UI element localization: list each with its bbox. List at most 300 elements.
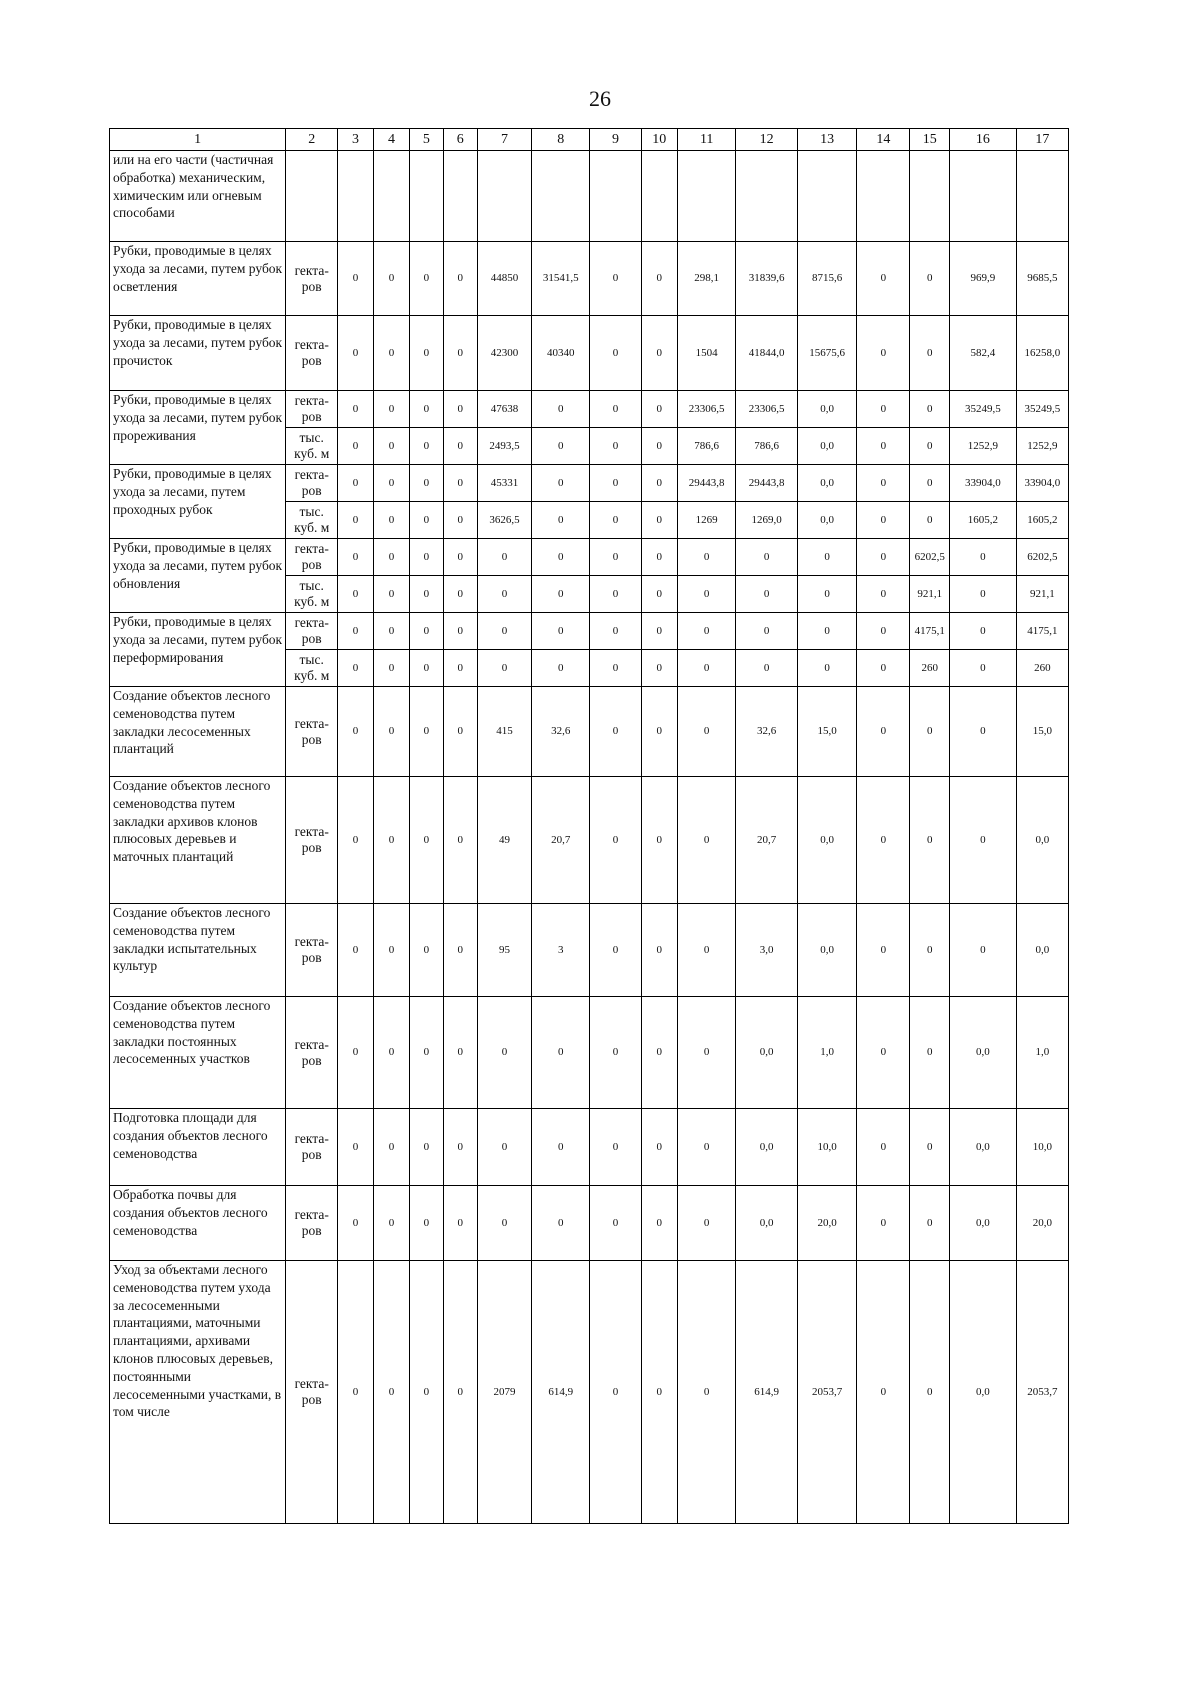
- value-cell: 0: [641, 316, 677, 391]
- value-cell: 31541,5: [532, 242, 590, 316]
- value-cell: 0: [678, 997, 736, 1109]
- empty-cell: [532, 151, 590, 242]
- value-cell: 0: [797, 539, 856, 576]
- value-cell: 2079: [477, 1261, 531, 1524]
- value-cell: 35249,5: [950, 391, 1017, 428]
- value-cell: 1,0: [1016, 997, 1068, 1109]
- value-cell: 0: [532, 650, 590, 687]
- value-cell: 0: [410, 1109, 443, 1186]
- value-cell: 1605,2: [950, 502, 1017, 539]
- value-cell: 0: [532, 465, 590, 502]
- value-cell: 0: [410, 650, 443, 687]
- unit-cell: гекта-ров: [286, 904, 338, 997]
- value-cell: 0: [373, 904, 409, 997]
- empty-cell: [590, 151, 641, 242]
- value-cell: 23306,5: [736, 391, 798, 428]
- value-cell: 29443,8: [678, 465, 736, 502]
- empty-cell: [857, 151, 910, 242]
- header-cell-5: 5: [410, 129, 443, 151]
- value-cell: 0: [950, 613, 1017, 650]
- value-cell: 4175,1: [1016, 613, 1068, 650]
- empty-cell: [338, 151, 373, 242]
- unit-cell: гекта-ров: [286, 613, 338, 650]
- value-cell: 969,9: [950, 242, 1017, 316]
- value-cell: 0: [590, 576, 641, 613]
- value-cell: 0: [477, 1109, 531, 1186]
- table-row: [110, 465, 1069, 502]
- value-cell: 23306,5: [678, 391, 736, 428]
- value-cell: 0: [857, 316, 910, 391]
- unit-cell: гекта-ров: [286, 391, 338, 428]
- value-cell: 0,0: [797, 428, 856, 465]
- value-cell: 0,0: [950, 997, 1017, 1109]
- value-cell: 0: [410, 465, 443, 502]
- value-cell: 0: [910, 997, 950, 1109]
- table-row: [110, 316, 1069, 391]
- value-cell: 1,0: [797, 997, 856, 1109]
- value-cell: 31839,6: [736, 242, 798, 316]
- value-cell: 0: [373, 687, 409, 777]
- value-cell: 0: [641, 242, 677, 316]
- header-cell-7: 7: [477, 129, 531, 151]
- value-cell: 582,4: [950, 316, 1017, 391]
- value-cell: 0: [373, 391, 409, 428]
- value-cell: 0: [797, 650, 856, 687]
- value-cell: 0: [373, 576, 409, 613]
- value-cell: 0: [736, 539, 798, 576]
- value-cell: 0: [477, 997, 531, 1109]
- value-cell: 0: [532, 1109, 590, 1186]
- value-cell: 0: [443, 391, 477, 428]
- value-cell: 0: [736, 650, 798, 687]
- header-cell-13: 13: [797, 129, 856, 151]
- value-cell: 0: [950, 576, 1017, 613]
- value-cell: 0: [443, 539, 477, 576]
- value-cell: 0: [338, 904, 373, 997]
- value-cell: 0: [373, 1186, 409, 1261]
- value-cell: 0: [443, 687, 477, 777]
- unit-cell: гекта-ров: [286, 687, 338, 777]
- value-cell: 0: [410, 576, 443, 613]
- unit-cell: тыс. куб. м: [286, 650, 338, 687]
- value-cell: 0: [857, 465, 910, 502]
- table-row: [110, 391, 1069, 428]
- value-cell: 32,6: [532, 687, 590, 777]
- value-cell: 0: [338, 316, 373, 391]
- value-cell: 0: [910, 502, 950, 539]
- value-cell: 0: [910, 391, 950, 428]
- value-cell: 0: [857, 997, 910, 1109]
- empty-cell: [910, 151, 950, 242]
- value-cell: 0,0: [1016, 904, 1068, 997]
- header-cell-8: 8: [532, 129, 590, 151]
- value-cell: 20,0: [1016, 1186, 1068, 1261]
- value-cell: 0: [641, 576, 677, 613]
- value-cell: 1252,9: [950, 428, 1017, 465]
- value-cell: 0: [410, 316, 443, 391]
- value-cell: 0: [590, 687, 641, 777]
- value-cell: 0: [532, 539, 590, 576]
- value-cell: 0: [857, 539, 910, 576]
- value-cell: 0: [410, 428, 443, 465]
- value-cell: 0: [641, 428, 677, 465]
- value-cell: 0: [678, 1109, 736, 1186]
- value-cell: 0: [373, 777, 409, 904]
- unit-cell: гекта-ров: [286, 1261, 338, 1524]
- value-cell: 0: [857, 1109, 910, 1186]
- empty-cell: [678, 151, 736, 242]
- value-cell: 20,7: [736, 777, 798, 904]
- row-name: Создание объектов лесного семеноводства путем закладки постоянных лесосеменных участков: [110, 997, 286, 1109]
- empty-cell: [736, 151, 798, 242]
- value-cell: 614,9: [736, 1261, 798, 1524]
- value-cell: 0: [641, 777, 677, 904]
- row-name: Создание объектов лесного семеноводства путем закладки лесосеменных плантаций: [110, 687, 286, 777]
- value-cell: 1269: [678, 502, 736, 539]
- header-cell-12: 12: [736, 129, 798, 151]
- row-name: Рубки, проводимые в целях ухода за лесами, путем рубок прочисток: [110, 316, 286, 391]
- value-cell: 0: [532, 997, 590, 1109]
- value-cell: 0: [857, 502, 910, 539]
- value-cell: 0: [641, 465, 677, 502]
- value-cell: 0: [338, 391, 373, 428]
- empty-cell: [797, 151, 856, 242]
- value-cell: 0: [410, 997, 443, 1109]
- row-name: Уход за объектами лесного семеноводства путем ухода за лесосеменными плантациями, маточными плантациями, архивами клонов плюсовых деревьев, постоянными лесосеменными участками, в том числе: [110, 1261, 286, 1524]
- value-cell: 1605,2: [1016, 502, 1068, 539]
- header-cell-15: 15: [910, 129, 950, 151]
- value-cell: 0: [857, 777, 910, 904]
- value-cell: 95: [477, 904, 531, 997]
- value-cell: 0: [410, 1261, 443, 1524]
- value-cell: 0: [338, 650, 373, 687]
- value-cell: 6202,5: [910, 539, 950, 576]
- header-cell-1: 1: [110, 129, 286, 151]
- value-cell: 9685,5: [1016, 242, 1068, 316]
- table-row: [110, 539, 1069, 576]
- value-cell: 0: [443, 428, 477, 465]
- value-cell: 45331: [477, 465, 531, 502]
- value-cell: 0: [641, 997, 677, 1109]
- value-cell: 0: [338, 613, 373, 650]
- header-cell-9: 9: [590, 129, 641, 151]
- table-row: [110, 777, 1069, 904]
- empty-cell: [373, 151, 409, 242]
- value-cell: 0: [678, 904, 736, 997]
- value-cell: 0: [590, 465, 641, 502]
- value-cell: 32,6: [736, 687, 798, 777]
- row-name: Создание объектов лесного семеноводства путем закладки архивов клонов плюсовых деревьев и маточных плантаций: [110, 777, 286, 904]
- value-cell: 0: [373, 1261, 409, 1524]
- value-cell: 0: [443, 1186, 477, 1261]
- value-cell: 0,0: [950, 1186, 1017, 1261]
- value-cell: 0: [641, 502, 677, 539]
- value-cell: 0: [797, 576, 856, 613]
- value-cell: 0: [736, 613, 798, 650]
- value-cell: 0: [373, 502, 409, 539]
- value-cell: 0: [590, 650, 641, 687]
- value-cell: 0: [373, 1109, 409, 1186]
- value-cell: 0: [338, 687, 373, 777]
- value-cell: 0: [590, 428, 641, 465]
- value-cell: 0: [797, 613, 856, 650]
- value-cell: 0: [590, 613, 641, 650]
- value-cell: 786,6: [736, 428, 798, 465]
- value-cell: 0: [678, 1261, 736, 1524]
- unit-cell: гекта-ров: [286, 242, 338, 316]
- value-cell: 4175,1: [910, 613, 950, 650]
- value-cell: 0: [410, 502, 443, 539]
- header-cell-17: 17: [1016, 129, 1068, 151]
- value-cell: 0: [373, 465, 409, 502]
- value-cell: 3: [532, 904, 590, 997]
- value-cell: 0: [338, 777, 373, 904]
- row-name: Рубки, проводимые в целях ухода за лесами, путем рубок переформирования: [110, 613, 286, 687]
- value-cell: 15,0: [797, 687, 856, 777]
- unit-cell: гекта-ров: [286, 539, 338, 576]
- value-cell: 15675,6: [797, 316, 856, 391]
- value-cell: 0: [338, 242, 373, 316]
- unit-cell: гекта-ров: [286, 777, 338, 904]
- value-cell: 0: [443, 613, 477, 650]
- value-cell: 0: [910, 428, 950, 465]
- row-name: Рубки, проводимые в целях ухода за лесами, путем проходных рубок: [110, 465, 286, 539]
- value-cell: 0,0: [797, 502, 856, 539]
- value-cell: 0: [950, 777, 1017, 904]
- value-cell: 0,0: [950, 1261, 1017, 1524]
- unit-cell: гекта-ров: [286, 997, 338, 1109]
- value-cell: 0,0: [797, 777, 856, 904]
- empty-cell: [1016, 151, 1068, 242]
- value-cell: 0: [443, 997, 477, 1109]
- value-cell: 0: [338, 465, 373, 502]
- value-cell: 0: [477, 576, 531, 613]
- empty-cell: [641, 151, 677, 242]
- value-cell: 0: [857, 242, 910, 316]
- value-cell: 0: [410, 613, 443, 650]
- table-row: [110, 1109, 1069, 1186]
- value-cell: 0,0: [797, 904, 856, 997]
- value-cell: 0: [641, 539, 677, 576]
- value-cell: 2493,5: [477, 428, 531, 465]
- unit-cell: тыс. куб. м: [286, 576, 338, 613]
- value-cell: 33904,0: [950, 465, 1017, 502]
- value-cell: 0: [857, 391, 910, 428]
- value-cell: 0: [443, 576, 477, 613]
- unit-cell: гекта-ров: [286, 316, 338, 391]
- value-cell: 0: [590, 502, 641, 539]
- value-cell: 47638: [477, 391, 531, 428]
- value-cell: 0: [443, 777, 477, 904]
- unit-cell: тыс. куб. м: [286, 428, 338, 465]
- value-cell: 260: [1016, 650, 1068, 687]
- header-cell-6: 6: [443, 129, 477, 151]
- value-cell: 0: [590, 904, 641, 997]
- unit-cell: тыс. куб. м: [286, 502, 338, 539]
- value-cell: 44850: [477, 242, 531, 316]
- value-cell: 0: [443, 242, 477, 316]
- value-cell: 0: [678, 650, 736, 687]
- unit-cell: гекта-ров: [286, 465, 338, 502]
- value-cell: 0: [443, 650, 477, 687]
- value-cell: 0,0: [736, 1186, 798, 1261]
- header-row: [110, 129, 1069, 151]
- value-cell: 0: [678, 539, 736, 576]
- row-name: Обработка почвы для создания объектов лесного семеноводства: [110, 1186, 286, 1261]
- value-cell: 10,0: [1016, 1109, 1068, 1186]
- value-cell: 0: [477, 539, 531, 576]
- value-cell: 0: [410, 391, 443, 428]
- value-cell: 0: [338, 1109, 373, 1186]
- value-cell: 0: [857, 904, 910, 997]
- value-cell: 0: [910, 242, 950, 316]
- value-cell: 0: [678, 576, 736, 613]
- value-cell: 16258,0: [1016, 316, 1068, 391]
- value-cell: 0: [590, 316, 641, 391]
- value-cell: 0: [590, 777, 641, 904]
- value-cell: 6202,5: [1016, 539, 1068, 576]
- value-cell: 0,0: [736, 997, 798, 1109]
- value-cell: 2053,7: [797, 1261, 856, 1524]
- value-cell: 0: [590, 242, 641, 316]
- value-cell: 0: [443, 502, 477, 539]
- value-cell: 0: [443, 316, 477, 391]
- value-cell: 0: [532, 428, 590, 465]
- value-cell: 0: [857, 1186, 910, 1261]
- value-cell: 20,0: [797, 1186, 856, 1261]
- forestry-table: [109, 128, 1069, 1524]
- value-cell: 0: [373, 997, 409, 1109]
- value-cell: 0: [590, 1186, 641, 1261]
- header-cell-3: 3: [338, 129, 373, 151]
- page-number: 26: [589, 86, 611, 111]
- value-cell: 0: [641, 1109, 677, 1186]
- value-cell: 0: [373, 539, 409, 576]
- value-cell: 260: [910, 650, 950, 687]
- value-cell: 41844,0: [736, 316, 798, 391]
- value-cell: 0: [477, 1186, 531, 1261]
- value-cell: 0: [641, 391, 677, 428]
- value-cell: 29443,8: [736, 465, 798, 502]
- value-cell: 0: [410, 539, 443, 576]
- value-cell: 1252,9: [1016, 428, 1068, 465]
- value-cell: 0: [532, 613, 590, 650]
- value-cell: 1504: [678, 316, 736, 391]
- empty-cell: [410, 151, 443, 242]
- table-row: [110, 242, 1069, 316]
- value-cell: 40340: [532, 316, 590, 391]
- value-cell: 0: [338, 428, 373, 465]
- value-cell: 0: [590, 1109, 641, 1186]
- value-cell: 0: [338, 539, 373, 576]
- value-cell: 0: [950, 687, 1017, 777]
- value-cell: 0: [678, 1186, 736, 1261]
- value-cell: 0: [910, 687, 950, 777]
- table-row: [110, 613, 1069, 650]
- row-name: или на его части (частичная обработка) механическим, химическим или огневым способами: [110, 151, 286, 242]
- value-cell: 0: [477, 650, 531, 687]
- table-row: [110, 687, 1069, 777]
- value-cell: 0: [857, 650, 910, 687]
- value-cell: 0: [590, 997, 641, 1109]
- value-cell: 33904,0: [1016, 465, 1068, 502]
- value-cell: 0: [910, 904, 950, 997]
- value-cell: 0: [338, 1261, 373, 1524]
- table-row: [110, 1186, 1069, 1261]
- header-cell-16: 16: [950, 129, 1017, 151]
- table-row: [110, 151, 1069, 242]
- row-name: Рубки, проводимые в целях ухода за лесами, путем рубок прореживания: [110, 391, 286, 465]
- value-cell: 0: [443, 904, 477, 997]
- value-cell: 0,0: [736, 1109, 798, 1186]
- value-cell: 0: [641, 650, 677, 687]
- value-cell: 3626,5: [477, 502, 531, 539]
- row-name: Подготовка площади для создания объектов лесного семеноводства: [110, 1109, 286, 1186]
- value-cell: 0: [910, 1261, 950, 1524]
- value-cell: 0: [443, 1109, 477, 1186]
- value-cell: 0,0: [1016, 777, 1068, 904]
- value-cell: 0: [477, 613, 531, 650]
- value-cell: 0: [736, 576, 798, 613]
- value-cell: 0: [678, 777, 736, 904]
- value-cell: 0: [373, 428, 409, 465]
- value-cell: 0: [641, 1261, 677, 1524]
- value-cell: 0: [590, 1261, 641, 1524]
- value-cell: 0: [590, 391, 641, 428]
- value-cell: 0: [641, 687, 677, 777]
- header-cell-2: 2: [286, 129, 338, 151]
- unit-cell: гекта-ров: [286, 1186, 338, 1261]
- table-row: [110, 997, 1069, 1109]
- value-cell: 0: [857, 428, 910, 465]
- value-cell: 0: [373, 316, 409, 391]
- value-cell: 0: [857, 687, 910, 777]
- value-cell: 0: [338, 1186, 373, 1261]
- value-cell: 0: [641, 904, 677, 997]
- value-cell: 0: [410, 777, 443, 904]
- value-cell: 0: [678, 687, 736, 777]
- value-cell: 20,7: [532, 777, 590, 904]
- value-cell: 0: [410, 687, 443, 777]
- value-cell: 0: [910, 1109, 950, 1186]
- empty-cell: [477, 151, 531, 242]
- value-cell: 0: [373, 242, 409, 316]
- header-cell-4: 4: [373, 129, 409, 151]
- row-name: Рубки, проводимые в целях ухода за лесами, путем рубок осветления: [110, 242, 286, 316]
- table-row: [110, 1261, 1069, 1524]
- value-cell: 0: [410, 904, 443, 997]
- value-cell: 921,1: [910, 576, 950, 613]
- value-cell: 0,0: [797, 465, 856, 502]
- value-cell: 0: [532, 576, 590, 613]
- value-cell: 415: [477, 687, 531, 777]
- table-row: [110, 904, 1069, 997]
- value-cell: 0: [532, 502, 590, 539]
- value-cell: 0: [590, 539, 641, 576]
- value-cell: 0: [532, 391, 590, 428]
- header-cell-11: 11: [678, 129, 736, 151]
- value-cell: 614,9: [532, 1261, 590, 1524]
- value-cell: 0: [338, 502, 373, 539]
- value-cell: 0,0: [797, 391, 856, 428]
- value-cell: 0: [373, 650, 409, 687]
- row-name: Создание объектов лесного семеноводства путем закладки испытательных культур: [110, 904, 286, 997]
- value-cell: 0: [532, 1186, 590, 1261]
- value-cell: 0: [857, 613, 910, 650]
- empty-cell: [443, 151, 477, 242]
- value-cell: 0: [857, 1261, 910, 1524]
- value-cell: 0: [410, 1186, 443, 1261]
